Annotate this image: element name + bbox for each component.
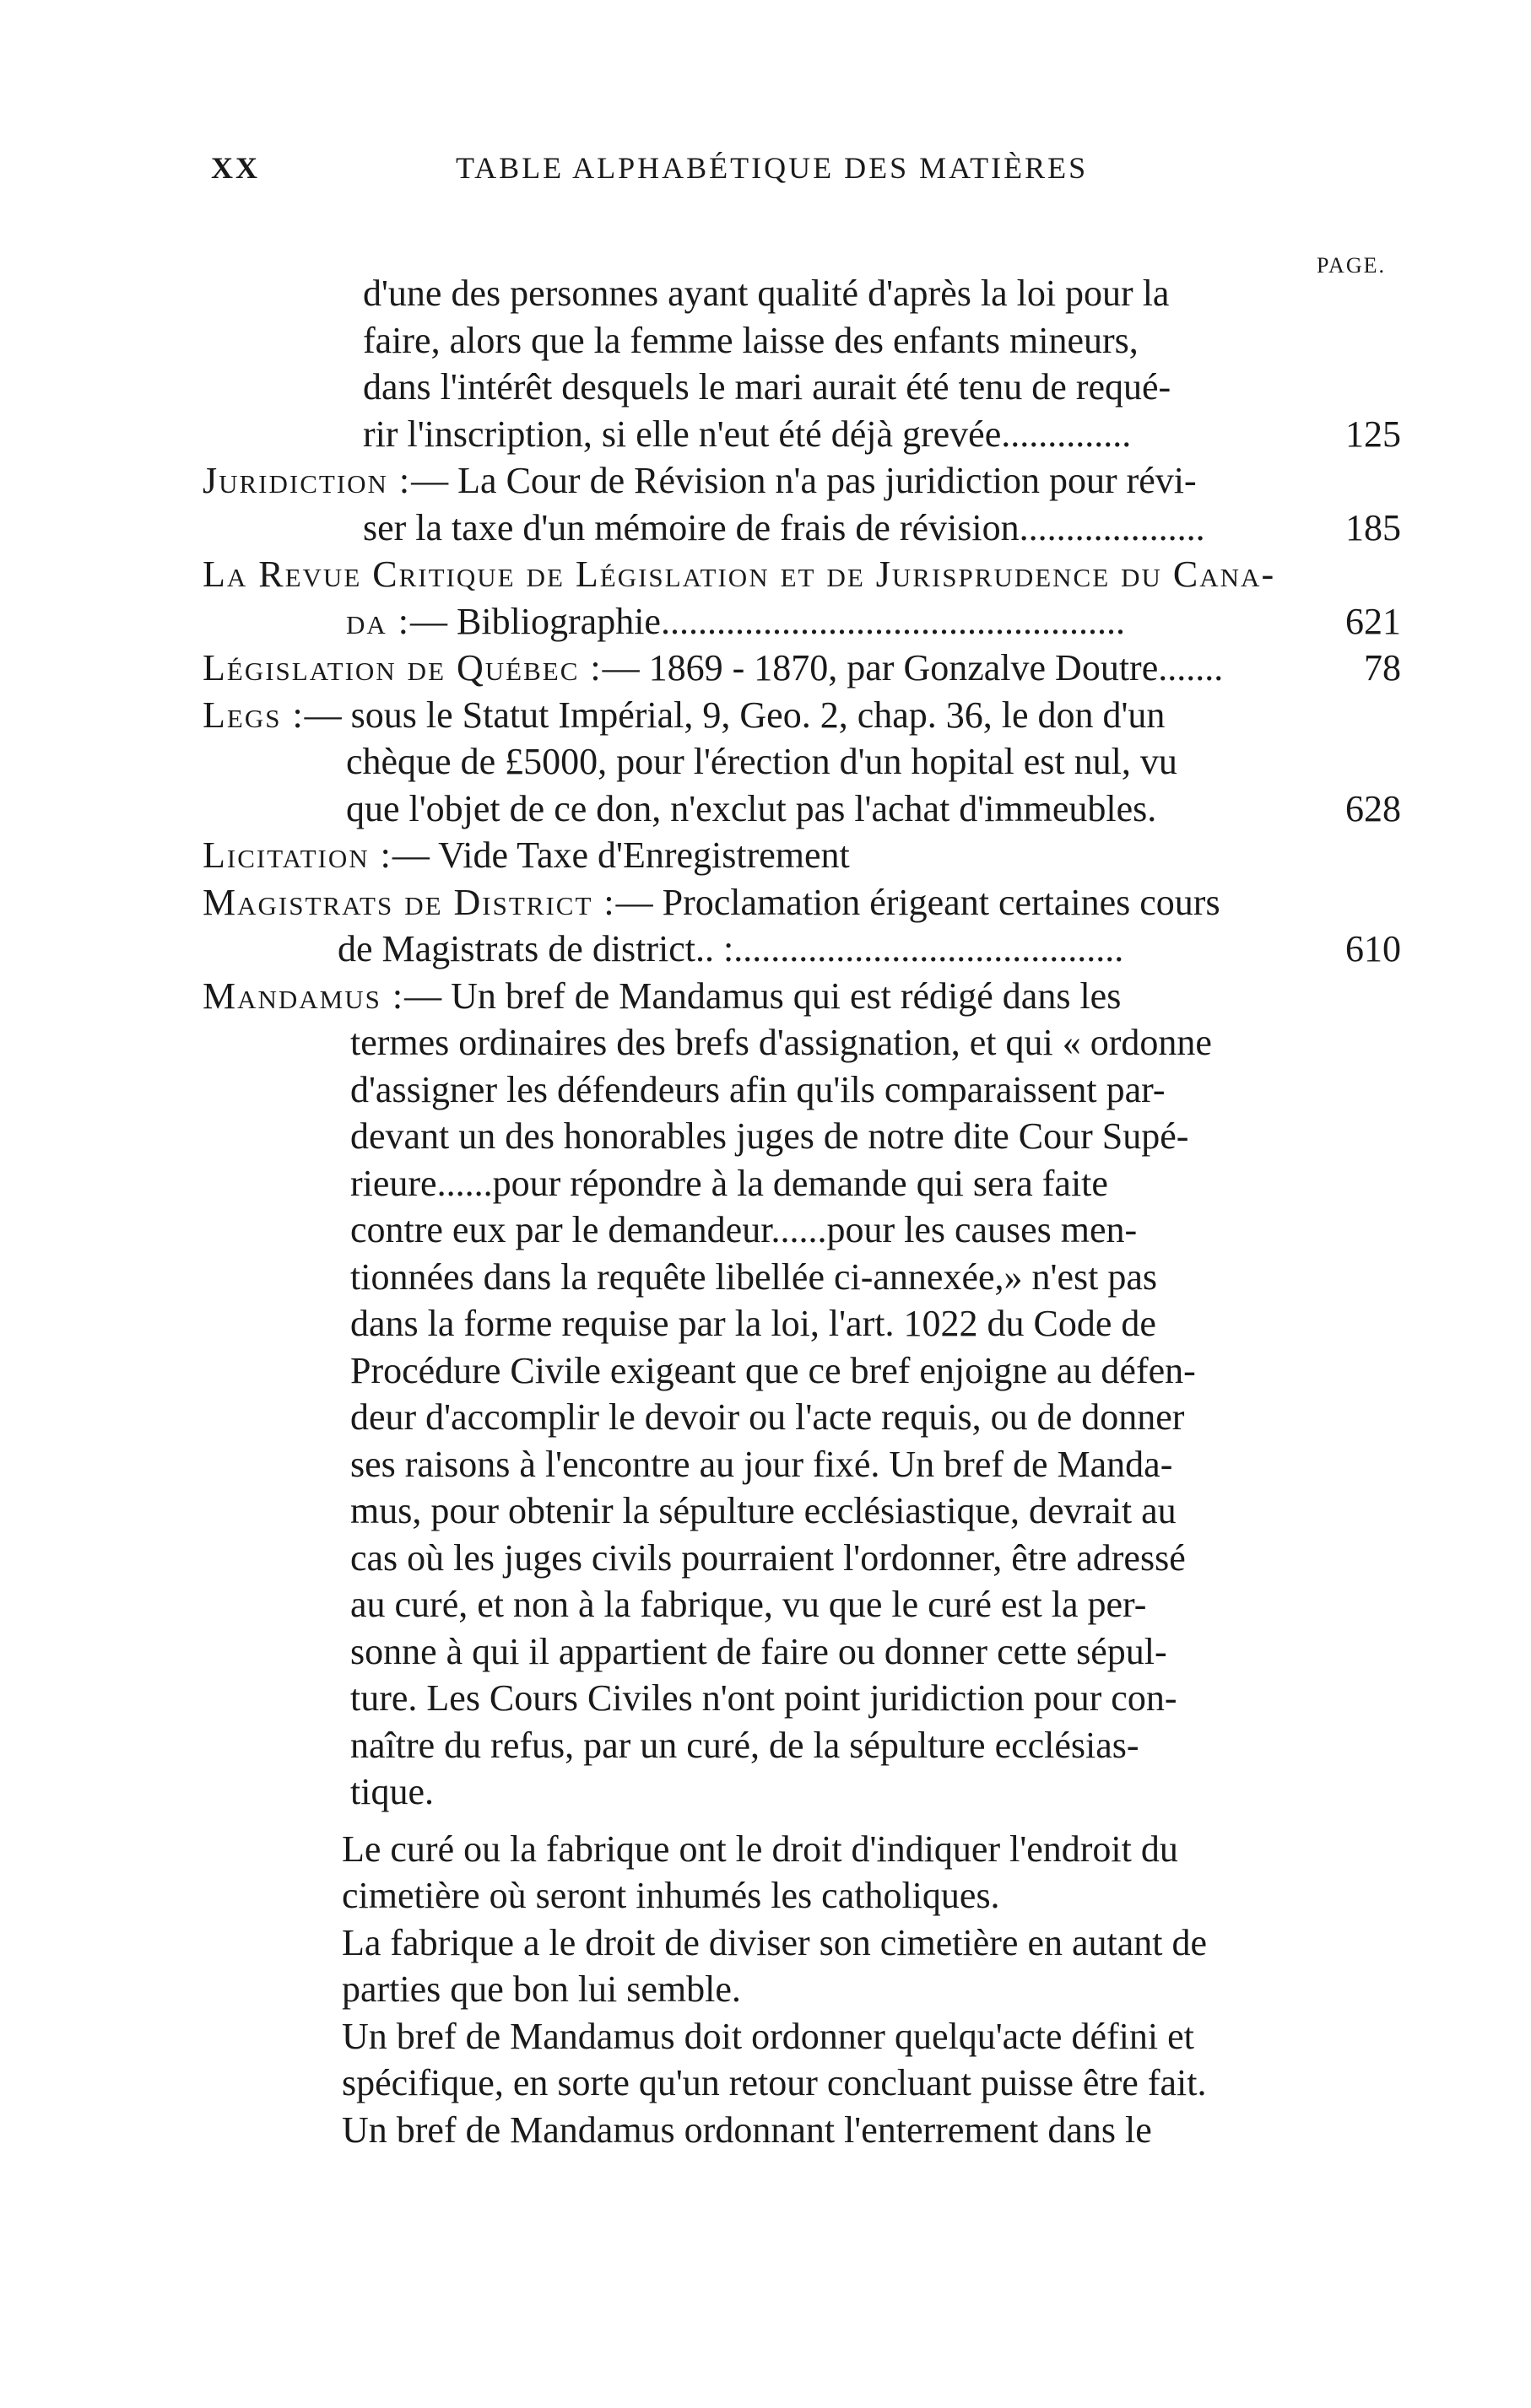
line-text: sonne à qui il appartient de faire ou donner cette sépul- — [350, 1630, 1167, 1672]
index-line — [203, 364, 1401, 411]
index-line — [203, 2107, 1401, 2154]
line-text: rieure......pour répondre à la demande qui sera faite — [350, 1162, 1108, 1204]
line-text: — Vide Taxe d'Enregistrement — [392, 834, 850, 876]
index-line — [203, 598, 1401, 645]
entry-heading: Licitation : — [203, 834, 392, 876]
index-line — [203, 1066, 1401, 1114]
index-line — [203, 1919, 1401, 1967]
line-text: d'une des personnes ayant qualité d'après la loi pour la — [363, 273, 1170, 314]
page-reference: 185 — [1345, 506, 1401, 548]
line-text: Un bref de Mandamus ordonnant l'enterrement dans le — [342, 2108, 1152, 2151]
index-line — [203, 457, 1401, 505]
index-line — [203, 832, 1401, 879]
index-line — [203, 1207, 1401, 1254]
line-text: chèque de £5000, pour l'érection d'un hopital est nul, vu — [346, 741, 1177, 782]
page-reference: 621 — [1345, 600, 1401, 642]
line-text: — La Cour de Révision n'a pas juridiction pour révi- — [411, 460, 1197, 501]
line-text: rir l'inscription, si elle n'eut été déjà grevée.............. — [363, 413, 1132, 455]
line-text: — 1869 - 1870, par Gonzalve Doutre....... — [602, 647, 1224, 688]
index-line — [203, 1628, 1401, 1676]
index-line — [203, 1581, 1401, 1628]
line-text: au curé, et non à la fabrique, vu que le curé est la per- — [350, 1584, 1147, 1625]
index-line — [203, 1826, 1401, 1873]
index-line — [203, 1019, 1401, 1066]
line-text: contre eux par le demandeur......pour les causes men- — [350, 1209, 1138, 1250]
line-text: naître du refus, par un curé, de la sépulture ecclésias- — [350, 1724, 1139, 1766]
index-line — [203, 551, 1401, 598]
line-text: Procédure Civile exigeant que ce bref enjoigne au défen- — [350, 1349, 1196, 1391]
page-title: TABLE ALPHABÉTIQUE DES MATIÈRES — [456, 151, 1089, 185]
line-text: La fabrique a le droit de diviser son cimetière en autant de — [342, 1921, 1208, 1963]
line-text: de Magistrats de district.. :.......................................... — [338, 928, 1124, 969]
index-line — [203, 1160, 1401, 1207]
line-text: tique. — [350, 1771, 434, 1812]
index-line — [203, 1347, 1401, 1395]
line-text: tionnées dans la requête libellée ci-annexée,» n'est pas — [350, 1255, 1157, 1298]
page-reference: 78 — [1364, 647, 1401, 688]
page-number: XX — [211, 151, 260, 185]
entry-heading: Juridiction : — [203, 460, 412, 501]
index-line — [203, 692, 1401, 739]
line-text: — sous le Statut Impérial, 9, Geo. 2, chap. 36, le don d'un — [304, 694, 1166, 736]
page-column-label: PAGE. — [1316, 253, 1386, 278]
entry-heading: Mandamus : — [203, 975, 405, 1017]
index-line — [203, 270, 1401, 317]
entry-heading: Législation de Québec : — [203, 647, 603, 688]
line-text: ser la taxe d'un mémoire de frais de révision.................... — [363, 506, 1205, 548]
index-line — [203, 973, 1401, 1020]
index-line — [203, 1535, 1401, 1582]
line-text: termes ordinaires des brefs d'assignation, et qui « ordonne — [350, 1022, 1212, 1063]
index-line — [203, 1394, 1401, 1441]
line-text: cas où les juges civils pourraient l'ordonner, être adressé — [350, 1536, 1186, 1579]
index-line — [203, 1113, 1401, 1160]
index-line — [203, 1872, 1401, 1919]
index-line — [203, 926, 1401, 973]
line-text: ture. Les Cours Civiles n'ont point juridiction pour con- — [350, 1677, 1177, 1719]
index-line — [203, 1675, 1401, 1722]
page-reference: 628 — [1345, 787, 1401, 829]
line-text: Un bref de Mandamus doit ordonner quelqu'acte défini et — [342, 2015, 1194, 2057]
index-line — [203, 317, 1401, 364]
entry-heading: da : — [346, 600, 410, 642]
line-text: d'assigner les défendeurs afin qu'ils comparaissent par- — [350, 1068, 1166, 1110]
index-line — [203, 1487, 1401, 1535]
paragraph-gap — [203, 1816, 1401, 1826]
index-line — [203, 738, 1401, 786]
index-line — [203, 505, 1401, 552]
line-text: mus, pour obtenir la sépulture ecclésiastique, devrait au — [350, 1490, 1177, 1531]
index-line — [203, 786, 1401, 833]
entry-heading: Legs : — [203, 694, 305, 736]
line-text: parties que bon lui semble. — [342, 1968, 741, 2010]
entry-heading: Magistrats de District : — [203, 881, 616, 923]
line-text: spécifique, en sorte qu'un retour concluant puisse être fait. — [342, 2062, 1207, 2103]
index-line — [203, 1722, 1401, 1769]
index-line — [203, 879, 1401, 926]
line-text: deur d'accomplir le devoir ou l'acte requis, ou de donner — [350, 1396, 1185, 1438]
entry-heading: La Revue Critique de Législation et de Jurisprudence du Cana- — [203, 553, 1276, 595]
line-text: ses raisons à l'encontre au jour fixé. Un bref de Manda- — [350, 1443, 1173, 1485]
line-text: cimetière où seront inhumés les catholiques. — [342, 1875, 1000, 1916]
index-line — [203, 1966, 1401, 2013]
index-line — [203, 2013, 1401, 2060]
index-line — [203, 411, 1401, 458]
line-text: — Proclamation érigeant certaines cours — [615, 881, 1220, 923]
line-text: dans l'intérêt desquels le mari aurait été tenu de requé- — [363, 366, 1171, 408]
index-body — [203, 270, 1401, 2153]
page-reference: 610 — [1345, 928, 1401, 969]
index-line — [203, 1441, 1401, 1488]
line-text: Le curé ou la fabrique ont le droit d'indiquer l'endroit du — [342, 1828, 1178, 1870]
index-line — [203, 2060, 1401, 2107]
line-text: faire, alors que la femme laisse des enfants mineurs, — [363, 319, 1139, 361]
line-text: — Bibliographie.................................................. — [410, 600, 1125, 642]
line-text: — Un bref de Mandamus qui est rédigé dans les — [404, 975, 1122, 1017]
index-line — [203, 1254, 1401, 1301]
index-line — [203, 1768, 1401, 1816]
index-line — [203, 1300, 1401, 1347]
line-text: que l'objet de ce don, n'exclut pas l'achat d'immeubles. — [346, 787, 1157, 829]
page-reference: 125 — [1345, 413, 1401, 455]
line-text: dans la forme requise par la loi, l'art. 1022 du Code de — [350, 1303, 1156, 1344]
index-line — [203, 645, 1401, 692]
line-text: devant un des honorables juges de notre dite Cour Supé- — [350, 1115, 1189, 1157]
